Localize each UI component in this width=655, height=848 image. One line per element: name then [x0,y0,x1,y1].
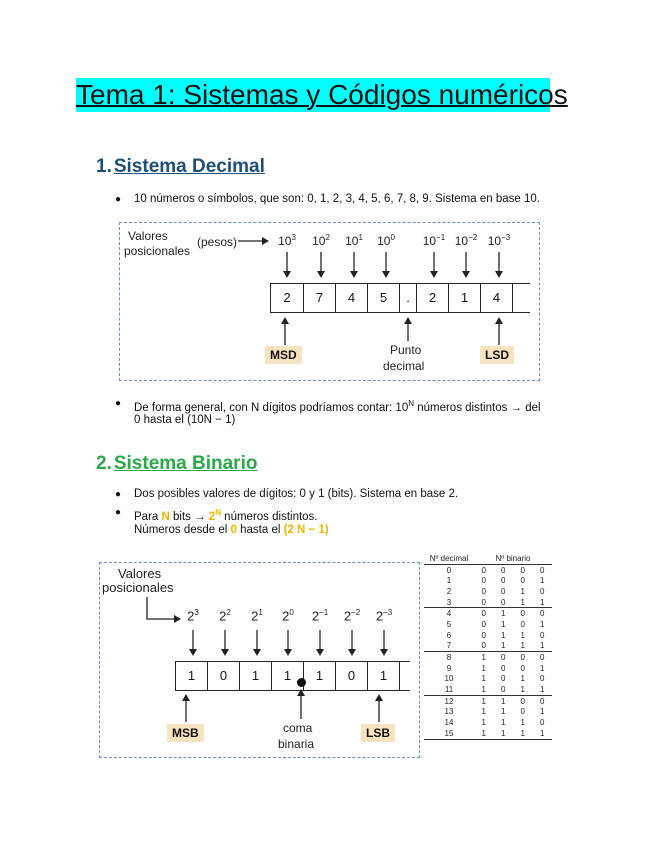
table-row [424,728,552,739]
arrow-down-icon [347,630,357,656]
power-base: 10 [377,234,391,248]
fig-label-line2: posicionales [102,580,174,595]
bit-cell: 0 [501,576,506,586]
bullet-text: números distintos → del [414,401,541,414]
power-label [338,608,366,623]
figure-decimal-positional [119,222,540,381]
bit-cell: 0 [540,674,545,684]
table-row [424,663,552,674]
decimal-cell: 15 [424,728,474,739]
bit-cell: 0 [520,609,525,619]
bit-cell: 0 [481,576,486,586]
bit-cell: 1 [520,718,525,728]
bit-cell: 0 [481,619,486,629]
bit-cell: 0 [481,565,486,575]
table-row [424,608,552,619]
arrow-down-icon [429,252,439,278]
bit-cell: 1 [513,597,533,608]
bit-cell: 1 [533,641,553,652]
bit-cell: 1 [501,707,506,717]
bit-cell: 1 [533,728,553,739]
table-header: Nº decimal [424,553,474,564]
bit-cell: 1 [368,662,400,690]
bit-cell: 0 [520,707,525,717]
arrow-down-icon [461,252,471,278]
bit-cell: 1 [540,576,545,586]
power-base: 10 [345,234,359,248]
table-row [424,586,552,597]
table-row [424,684,552,695]
power-exponent: 3 [291,233,296,242]
power-label [340,233,368,248]
decimal-cell: 11 [424,684,474,695]
power-exponent: −1 [436,233,446,242]
bit-cell: 0 [494,597,514,608]
bullet-text: Para [134,510,162,523]
digit-cell: 4 [336,284,368,312]
bit-cell: 1 [494,641,514,652]
bit-cell: 1 [501,630,506,640]
decimal-cell: 0 [446,565,452,575]
bit-cell: 1 [474,728,494,739]
bullet-text: números distintos. [220,510,318,523]
power-label [243,608,271,623]
arrow-down-icon [494,252,504,278]
power-base: 10 [422,234,437,248]
arrow-up-icon [403,317,413,341]
bullet-text: Dos posibles valores de dígitos: 0 y 1 (bits). Sistema en base 2. [134,488,459,500]
power-exponent: 2 [226,608,231,617]
bit-cell: 1 [540,707,545,717]
arrow-down-icon [381,252,391,278]
decimal-cell: 9 [446,663,452,673]
bit-cell: 0 [520,576,525,586]
bit-cell: 0 [481,630,486,640]
bullet-text: bits → [169,510,209,523]
decimal-cell: 13 [444,707,454,717]
table-row [424,619,552,630]
bullet-dot-icon: ● [115,398,122,409]
bit-cell: 0 [540,653,545,663]
arrow-down-icon [282,252,292,278]
bit-cell: 0 [540,696,545,706]
table-row [424,630,552,641]
decimal-point-cell: . [400,284,417,312]
power-exponent: 1 [358,233,363,242]
arrow-up-icon [280,317,290,345]
msb-tag: MSB [167,724,204,742]
power-label [485,233,513,248]
power-exponent: −2 [468,233,478,242]
table-row [424,597,552,608]
power-exponent: 0 [390,233,395,242]
digit-cell: 2 [417,284,449,312]
digit-cell: 7 [304,284,336,312]
bit-cell: 0 [501,586,506,596]
bit-cell: 0 [481,586,486,596]
arrow-down-icon [283,630,293,656]
bullet-dot-icon: ● [115,194,122,205]
bit-cell: 1 [481,718,486,728]
bit-cell: 0 [208,662,240,690]
section-title: Sistema Decimal [113,156,265,177]
power-base: 2 [251,608,259,624]
bit-cell: 0 [540,609,545,619]
fig-label-pesos: (pesos) [197,235,238,249]
power-base: 10 [312,234,326,248]
bit-cell: 1 [501,696,506,706]
highlight-pow: 2 [208,510,216,523]
decimal-cell: 14 [444,718,454,728]
decimal-cell: 2 [446,586,452,596]
bit-cell: 0 [501,663,506,673]
digit-cell: 5 [368,284,400,312]
digit-cell: 4 [481,284,513,312]
bit-cell: 0 [520,653,525,663]
digit-cell: 2 [271,284,304,312]
power-label [179,608,207,623]
power-label [452,233,480,248]
bit-cell: 1 [481,663,486,673]
power-base: 10 [454,234,469,248]
bit-cell: 0 [540,586,545,596]
highlight-n: N [161,510,170,523]
arrow-right-icon [238,235,270,247]
table-row [424,575,552,586]
bullet-binary-values [115,486,459,503]
decimal-cell: 6 [446,630,452,640]
arrow-down-icon [315,630,325,656]
bit-cell: 1 [533,684,553,695]
figure-binary-positional [99,562,420,758]
bit-cell: 0 [520,619,525,629]
lsd-tag: LSD [480,346,514,364]
power-base: 2 [375,608,384,624]
bullet-decimal-general-line2: 0 hasta el (10N − 1) [134,414,236,426]
digit-cell: 1 [449,284,481,312]
bullet-sup: N [408,399,415,408]
arrow-down-icon [252,630,262,656]
bit-cell: 1 [240,662,272,690]
arrow-down-icon [220,630,230,656]
lsb-tag: LSB [361,724,395,742]
bit-cell: 0 [520,663,525,673]
bit-cell: 0 [540,565,545,575]
power-exponent: −3 [383,608,393,617]
bit-cell: 1 [533,597,553,608]
bit-cell: 1 [481,696,486,706]
bit-cell: 1 [494,728,514,739]
table-row [424,641,552,652]
bit-cell: 0 [501,674,506,684]
bit-cell: 0 [474,597,494,608]
decimal-cell: 12 [444,696,454,706]
bit-cell: 0 [501,653,506,663]
decimal-cell: 8 [446,653,452,663]
bit-cell: 1 [176,662,208,690]
fig-label-line1: Valores [128,229,168,243]
section-number: 2. [96,453,112,474]
arrow-up-icon [494,317,504,345]
arrow-down-icon [379,630,389,656]
coma-label-line1: coma [283,721,313,735]
power-base: 2 [187,608,195,624]
bullet-text: 10 números o símbolos, que son: 0, 1, 2, 3, 4, 5, 6, 7, 8, 9. Sistema en base 10. [134,193,540,205]
bit-cell: 1 [481,674,486,684]
power-base: 2 [282,608,290,624]
table-row [424,674,552,685]
decimal-cell: 5 [446,619,452,629]
bit-cell: 1 [501,718,506,728]
table-row [424,695,552,706]
decimal-cell: 7 [424,641,474,652]
bit-cell: 1 [540,619,545,629]
bullet-text: Números desde el [134,524,231,536]
bit-cell: 0 [501,565,506,575]
highlight-pow-sup: N [215,508,221,517]
bit-cell: 1 [501,619,506,629]
bit-cell: 0 [540,718,545,728]
arrow-down-icon [316,252,326,278]
digit-register [270,283,530,313]
arrow-down-icon [349,252,359,278]
bit-cell: 1 [513,641,533,652]
bit-cell: 1 [481,653,486,663]
bullet-binary-range [134,522,329,539]
bit-cell: 1 [520,674,525,684]
power-label [372,233,400,248]
table-row [424,564,552,575]
decimal-cell: 1 [446,576,452,586]
arrow-down-icon [188,630,198,656]
arrow-up-icon [296,689,306,719]
power-exponent: 1 [258,608,263,617]
bit-cell: 0 [520,696,525,706]
table-header: Nº binario [474,553,552,564]
bit-cell: 0 [474,641,494,652]
decimal-cell: 10 [444,674,454,684]
power-exponent: −1 [319,608,329,617]
bit-cell: 1 [540,663,545,673]
section-heading-binary [96,453,257,475]
punto-label-line1: Punto [390,343,422,357]
bit-cell: 1 [304,662,336,690]
coma-label-line2: binaria [278,737,315,751]
binary-point [297,678,306,687]
bit-cell: 1 [474,684,494,695]
section-title: Sistema Binario [113,453,258,474]
arrow-bent-right-icon [146,597,182,625]
power-exponent: −3 [501,233,511,242]
power-base: 2 [219,608,227,624]
bit-cell: 1 [481,707,486,717]
bit-cell: 0 [520,565,525,575]
bullet-text: De forma general, con N dígitos podríamos contar: 10 [134,401,409,414]
power-label [273,233,301,248]
power-exponent: 3 [194,608,199,617]
bullet-decimal-symbols [115,191,540,208]
power-exponent: −2 [351,608,361,617]
bit-cell: 0 [481,609,486,619]
table-row [424,707,552,718]
bit-cell: 1 [520,630,525,640]
bit-cell: 1 [272,662,304,690]
msd-tag: MSD [265,346,302,364]
bit-register [175,661,410,691]
highlight-zero: 0 [230,524,237,536]
bit-cell: 1 [513,684,533,695]
section-heading-decimal [96,156,265,178]
fig-label-line2: posicionales [124,244,191,258]
arrow-up-icon [181,694,191,722]
bit-cell: 1 [520,586,525,596]
bit-cell: 0 [494,684,514,695]
power-base: 10 [487,234,502,248]
bit-cell: 1 [513,728,533,739]
power-label [211,608,239,623]
section-number: 1. [96,156,112,177]
power-label [370,608,398,623]
arrow-up-icon [374,694,384,722]
table-row [424,652,552,663]
power-base: 2 [311,608,320,624]
power-label [306,608,334,623]
punto-label-line2: decimal [383,359,425,373]
power-label [274,608,302,623]
bit-cell: 0 [336,662,368,690]
decimal-cell: 3 [424,597,474,608]
bullet-text: hasta el [236,524,284,536]
page-title: Tema 1: Sistemas y Códigos numéricos [76,79,568,110]
table-row [424,717,552,728]
bit-cell: 1 [501,609,506,619]
binary-table-grid [424,553,552,740]
power-label [420,233,448,248]
bit-cell: 0 [540,630,545,640]
power-exponent: 0 [289,608,294,617]
bullet-dot-icon: ● [115,489,122,500]
fig-label-line1: Valores [118,566,162,581]
power-exponent: 2 [325,233,330,242]
power-base: 10 [278,234,292,248]
binary-table [424,553,552,740]
highlight-expr: (2 N − 1) [283,524,329,536]
decimal-cell: 4 [446,609,452,619]
power-base: 2 [343,608,352,624]
power-label [307,233,335,248]
bullet-dot-icon: ● [115,507,122,518]
